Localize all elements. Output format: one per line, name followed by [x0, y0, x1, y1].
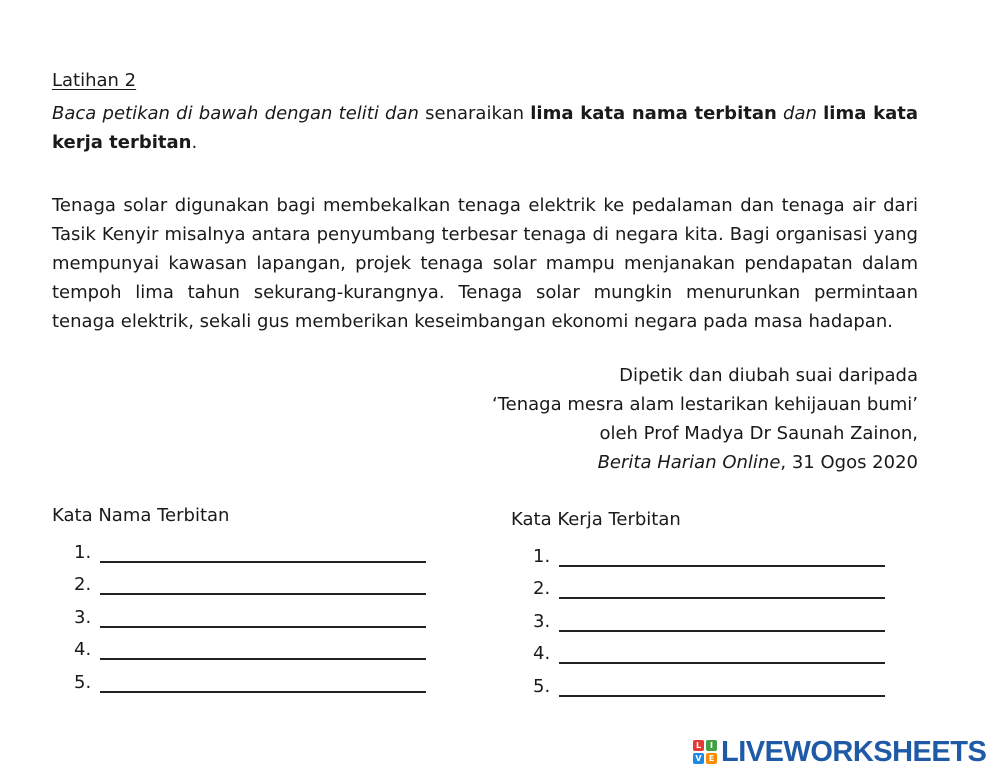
answer-blank[interactable]	[559, 577, 885, 599]
answer-blank[interactable]	[559, 642, 885, 664]
instruction-bold-1: lima kata nama terbitan	[530, 103, 777, 124]
source-line-3: oleh Prof Madya Dr Saunah Zainon,	[599, 423, 918, 444]
logo-icon: L I V E	[693, 740, 717, 764]
answer-blank[interactable]	[100, 638, 426, 660]
exercise-title: Latihan 2	[52, 70, 137, 91]
kata-nama-item: 1.	[74, 530, 426, 563]
kata-nama-item: 3.	[74, 595, 426, 628]
source-line-4	[492, 448, 918, 477]
instruction	[52, 99, 918, 157]
liveworksheets-logo	[693, 734, 986, 770]
source-publication: Berita Harian Online	[597, 452, 781, 473]
instruction-text-4: .	[191, 132, 198, 153]
passage-text: Tenaga solar digunakan bagi membekalkan tenaga elektrik ke pedalaman dan tenaga air dari Tasik Kenyir misalnya antara penyumbang terbesar tenaga di negara kita. Bagi organisasi yang mempunyai kawasan lapangan, projek tenaga solar mampu menjanakan pendapatan dalam tempoh lima tahun sekurang-kurangnya. Tenaga solar mungkin menurunkan permintaan tenaga elektrik, sekali gus memberikan keseimbangan ekonomi negara pada masa hadapan.	[52, 195, 918, 332]
answer-blank[interactable]	[100, 671, 426, 693]
kata-nama-heading: Kata Nama Terbitan	[52, 505, 230, 526]
instruction-text-3: dan	[776, 103, 824, 124]
instruction-bold-2: lima kata kerja terbitan	[52, 103, 918, 153]
answer-blank[interactable]	[100, 573, 426, 595]
kata-kerja-heading: Kata Kerja Terbitan	[511, 509, 681, 530]
instruction-text-1: Baca petikan di bawah dengan teliti dan	[52, 103, 426, 124]
kata-nama-item: 2.	[74, 563, 426, 596]
kata-nama-list	[74, 530, 426, 693]
answer-blank[interactable]	[559, 610, 885, 632]
kata-kerja-item: 4.	[533, 632, 885, 665]
source-line-2: ‘Tenaga mesra alam lestarikan kehijauan bumi’	[492, 394, 918, 415]
kata-kerja-list	[533, 534, 885, 697]
answer-blank[interactable]	[559, 545, 885, 567]
answer-blank[interactable]	[100, 541, 426, 563]
kata-nama-item: 4.	[74, 628, 426, 661]
kata-kerja-item: 2.	[533, 567, 885, 600]
kata-nama-item: 5.	[74, 660, 426, 693]
kata-kerja-item: 3.	[533, 599, 885, 632]
answer-blank[interactable]	[100, 606, 426, 628]
answer-blank[interactable]	[559, 675, 885, 697]
kata-kerja-item: 1.	[533, 534, 885, 567]
passage	[52, 191, 918, 336]
instruction-text-2: senaraikan	[425, 103, 531, 124]
source-citation	[492, 361, 918, 477]
source-line-1: Dipetik dan diubah suai daripada	[619, 365, 918, 386]
kata-kerja-item: 5.	[533, 664, 885, 697]
logo-text: LIVEWORKSHEETS	[721, 735, 987, 768]
source-date: , 31 Ogos 2020	[780, 452, 918, 473]
